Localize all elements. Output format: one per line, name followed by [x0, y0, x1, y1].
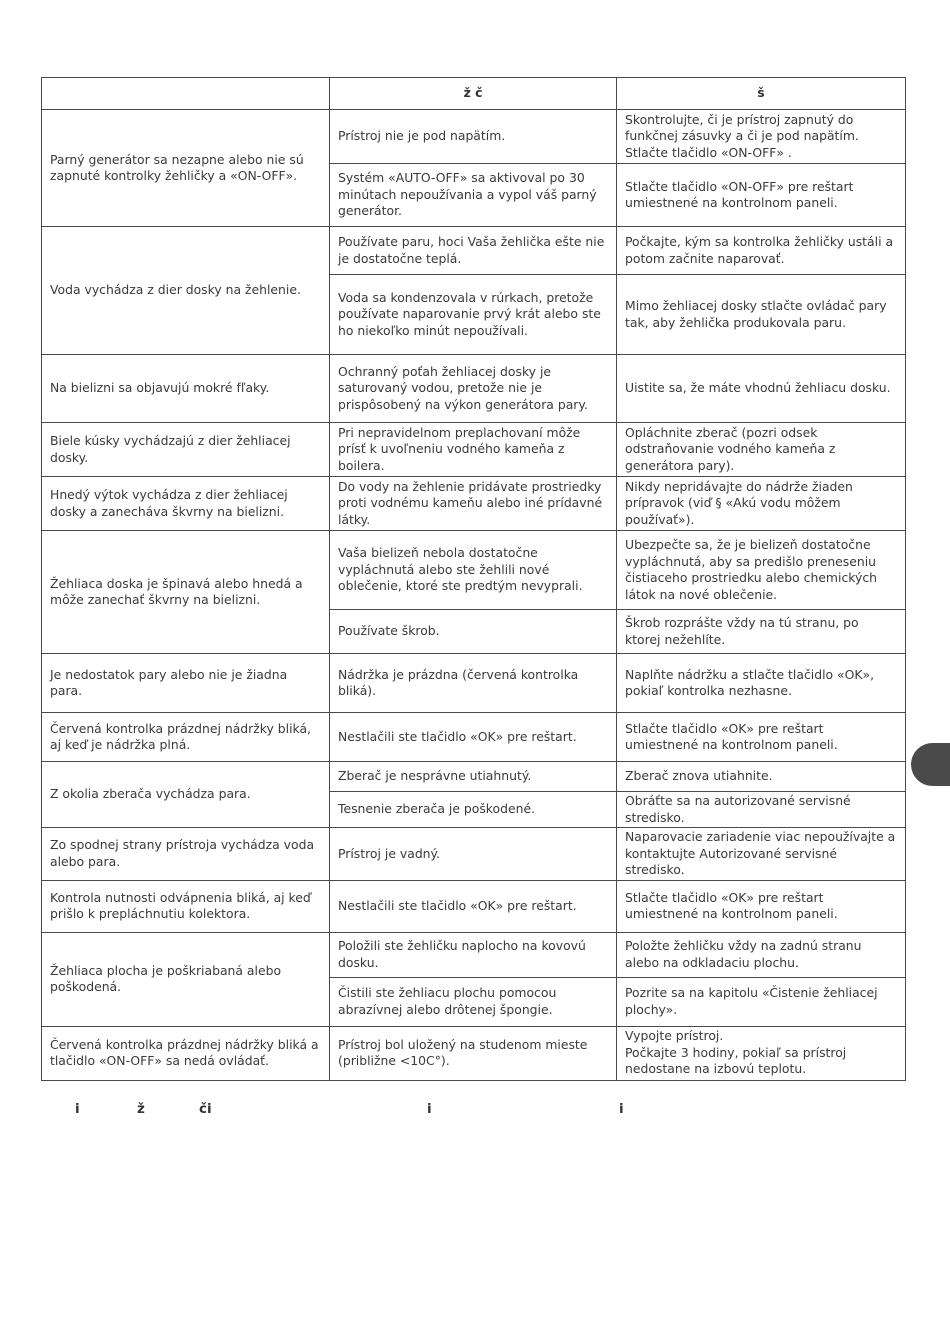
cause-cell: Voda sa kondenzovala v rúrkach, pretože používate naparovanie prvý krát alebo ste ho niekoľko minút nepoužívali. [330, 275, 617, 355]
solution-cell: Uistite sa, že máte vhodnú žehliacu dosku. [617, 355, 906, 423]
cause-cell: Používate škrob. [330, 610, 617, 654]
table-row [42, 477, 906, 531]
solution-cell: Mimo žehliacej dosky stlačte ovládač pary tak, aby žehlička produkovala paru. [617, 275, 906, 355]
problem-cell: Na bielizni sa objavujú mokré fľaky. [42, 355, 330, 423]
problem-cell: Červená kontrolka prázdnej nádržky bliká a tlačidlo «ON-OFF» sa nedá ovládať. [42, 1026, 330, 1080]
cause-cell: Nestlačili ste tlačidlo «OK» pre reštart. [330, 880, 617, 932]
table-row [42, 932, 906, 977]
table-row [42, 531, 906, 610]
problem-cell: Voda vychádza z dier dosky na žehlenie. [42, 227, 330, 355]
solution-cell: Naplňte nádržku a stlačte tlačidlo «OK», pokiaľ kontrolka nezhasne. [617, 654, 906, 713]
problem-cell: Z okolia zberača vychádza para. [42, 762, 330, 828]
solution-cell: Ubezpečte sa, že je bielizeň dostatočne vypláchnutá, aby sa predišlo preneseniu čistiaceho prostriedku alebo chemických látok na nové oblečenie. [617, 531, 906, 610]
header-cause: ž č [330, 78, 617, 110]
solution-cell: Nikdy nepridávajte do nádrže žiaden prípravok (viď § «Akú vodu môžem používať»). [617, 477, 906, 531]
table-row [42, 828, 906, 881]
problem-cell: Zo spodnej strany prístroja vychádza voda alebo para. [42, 828, 330, 881]
footer-text: i [427, 1101, 432, 1117]
problem-cell: Kontrola nutnosti odvápnenia bliká, aj keď prišlo k prepláchnutiu kolektora. [42, 880, 330, 932]
table-row [42, 110, 906, 164]
troubleshooting-table [41, 77, 906, 1081]
problem-cell: Žehliaca doska je špinavá alebo hnedá a môže zanechať škvrny na bielizni. [42, 531, 330, 654]
footer-text: i [619, 1101, 624, 1117]
cause-cell: Systém «AUTO-OFF» sa aktivoval po 30 minútach nepoužívania a vypol váš parný generátor. [330, 164, 617, 227]
solution-cell: Počkajte, kým sa kontrolka žehličky ustáli a potom začnite naparovať. [617, 227, 906, 275]
solution-cell: Škrob rozprášte vždy na tú stranu, po ktorej nežehlíte. [617, 610, 906, 654]
problem-cell: Červená kontrolka prázdnej nádržky bliká, aj keď je nádržka plná. [42, 713, 330, 762]
solution-cell: Položte žehličku vždy na zadnú stranu alebo na odkladaciu plochu. [617, 932, 906, 977]
cause-cell: Vaša bielizeň nebola dostatočne vypláchnutá alebo ste žehlili nové oblečenie, ktoré ste predtým nevyprali. [330, 531, 617, 610]
cause-cell: Tesnenie zberača je poškodené. [330, 792, 617, 828]
cause-cell: Prístroj je vadný. [330, 828, 617, 881]
cause-cell: Zberač je nesprávne utiahnutý. [330, 762, 617, 792]
table-row [42, 654, 906, 713]
problem-cell: Biele kúsky vychádzajú z dier žehliacej dosky. [42, 423, 330, 477]
cause-cell: Čistili ste žehliacu plochu pomocou abrazívnej alebo drôtenej špongie. [330, 977, 617, 1026]
cause-cell: Nádržka je prázdna (červená kontrolka bliká). [330, 654, 617, 713]
cause-cell: Ochranný poťah žehliacej dosky je saturovaný vodou, pretože nie je prispôsobený na výkon generátora pary. [330, 355, 617, 423]
solution-cell: Obráťte sa na autorizované servisné stredisko. [617, 792, 906, 828]
solution-cell: Skontrolujte, či je prístroj zapnutý do funkčnej zásuvky a či je pod napätím. Stlačte tlačidlo «ON-OFF» . [617, 110, 906, 164]
table-row [42, 880, 906, 932]
footer-heading [0, 1101, 950, 1121]
cause-cell: Používate paru, hoci Vaša žehlička ešte nie je dostatočne teplá. [330, 227, 617, 275]
table-row [42, 1026, 906, 1080]
table-header-row [42, 78, 906, 110]
solution-cell: Stlačte tlačidlo «OK» pre reštart umiestnené na kontrolnom paneli. [617, 713, 906, 762]
footer-text: i [75, 1101, 80, 1117]
problem-cell: Žehliaca plocha je poškriabaná alebo poškodená. [42, 932, 330, 1026]
table-row [42, 355, 906, 423]
solution-cell: Stlačte tlačidlo «OK» pre reštart umiestnené na kontrolnom paneli. [617, 880, 906, 932]
cause-cell: Do vody na žehlenie pridávate prostriedky proti vodnému kameňu alebo iné prídavné látky. [330, 477, 617, 531]
footer-text: či [199, 1101, 212, 1117]
chapter-tab [911, 743, 950, 786]
solution-cell: Pozrite sa na kapitolu «Čistenie žehliacej plochy». [617, 977, 906, 1026]
solution-cell: Naparovacie zariadenie viac nepoužívajte a kontaktujte Autorizované servisné stredisko. [617, 828, 906, 881]
table-row [42, 713, 906, 762]
table-row [42, 423, 906, 477]
solution-cell: Opláchnite zberač (pozri odsek odstraňovanie vodného kameňa z generátora pary). [617, 423, 906, 477]
table-row [42, 227, 906, 275]
solution-cell: Vypojte prístroj. Počkajte 3 hodiny, pokiaľ sa prístroj nedostane na izbovú teplotu. [617, 1026, 906, 1080]
table-row [42, 762, 906, 792]
cause-cell: Prístroj bol uložený na studenom mieste (približne <10C°). [330, 1026, 617, 1080]
cause-cell: Nestlačili ste tlačidlo «OK» pre reštart. [330, 713, 617, 762]
solution-cell: Zberač znova utiahnite. [617, 762, 906, 792]
problem-cell: Parný generátor sa nezapne alebo nie sú zapnuté kontrolky žehličky a «ON-OFF». [42, 110, 330, 227]
solution-cell: Stlačte tlačidlo «ON-OFF» pre reštart umiestnené na kontrolnom paneli. [617, 164, 906, 227]
cause-cell: Prístroj nie je pod napätím. [330, 110, 617, 164]
header-problem [42, 78, 330, 110]
cause-cell: Pri nepravidelnom preplachovaní môže prísť k uvoľneniu vodného kameňa z boilera. [330, 423, 617, 477]
problem-cell: Je nedostatok pary alebo nie je žiadna para. [42, 654, 330, 713]
footer-text: ž [137, 1101, 145, 1117]
header-solution: š [617, 78, 906, 110]
cause-cell: Položili ste žehličku naplocho na kovovú dosku. [330, 932, 617, 977]
problem-cell: Hnedý výtok vychádza z dier žehliacej dosky a zanecháva škvrny na bielizni. [42, 477, 330, 531]
